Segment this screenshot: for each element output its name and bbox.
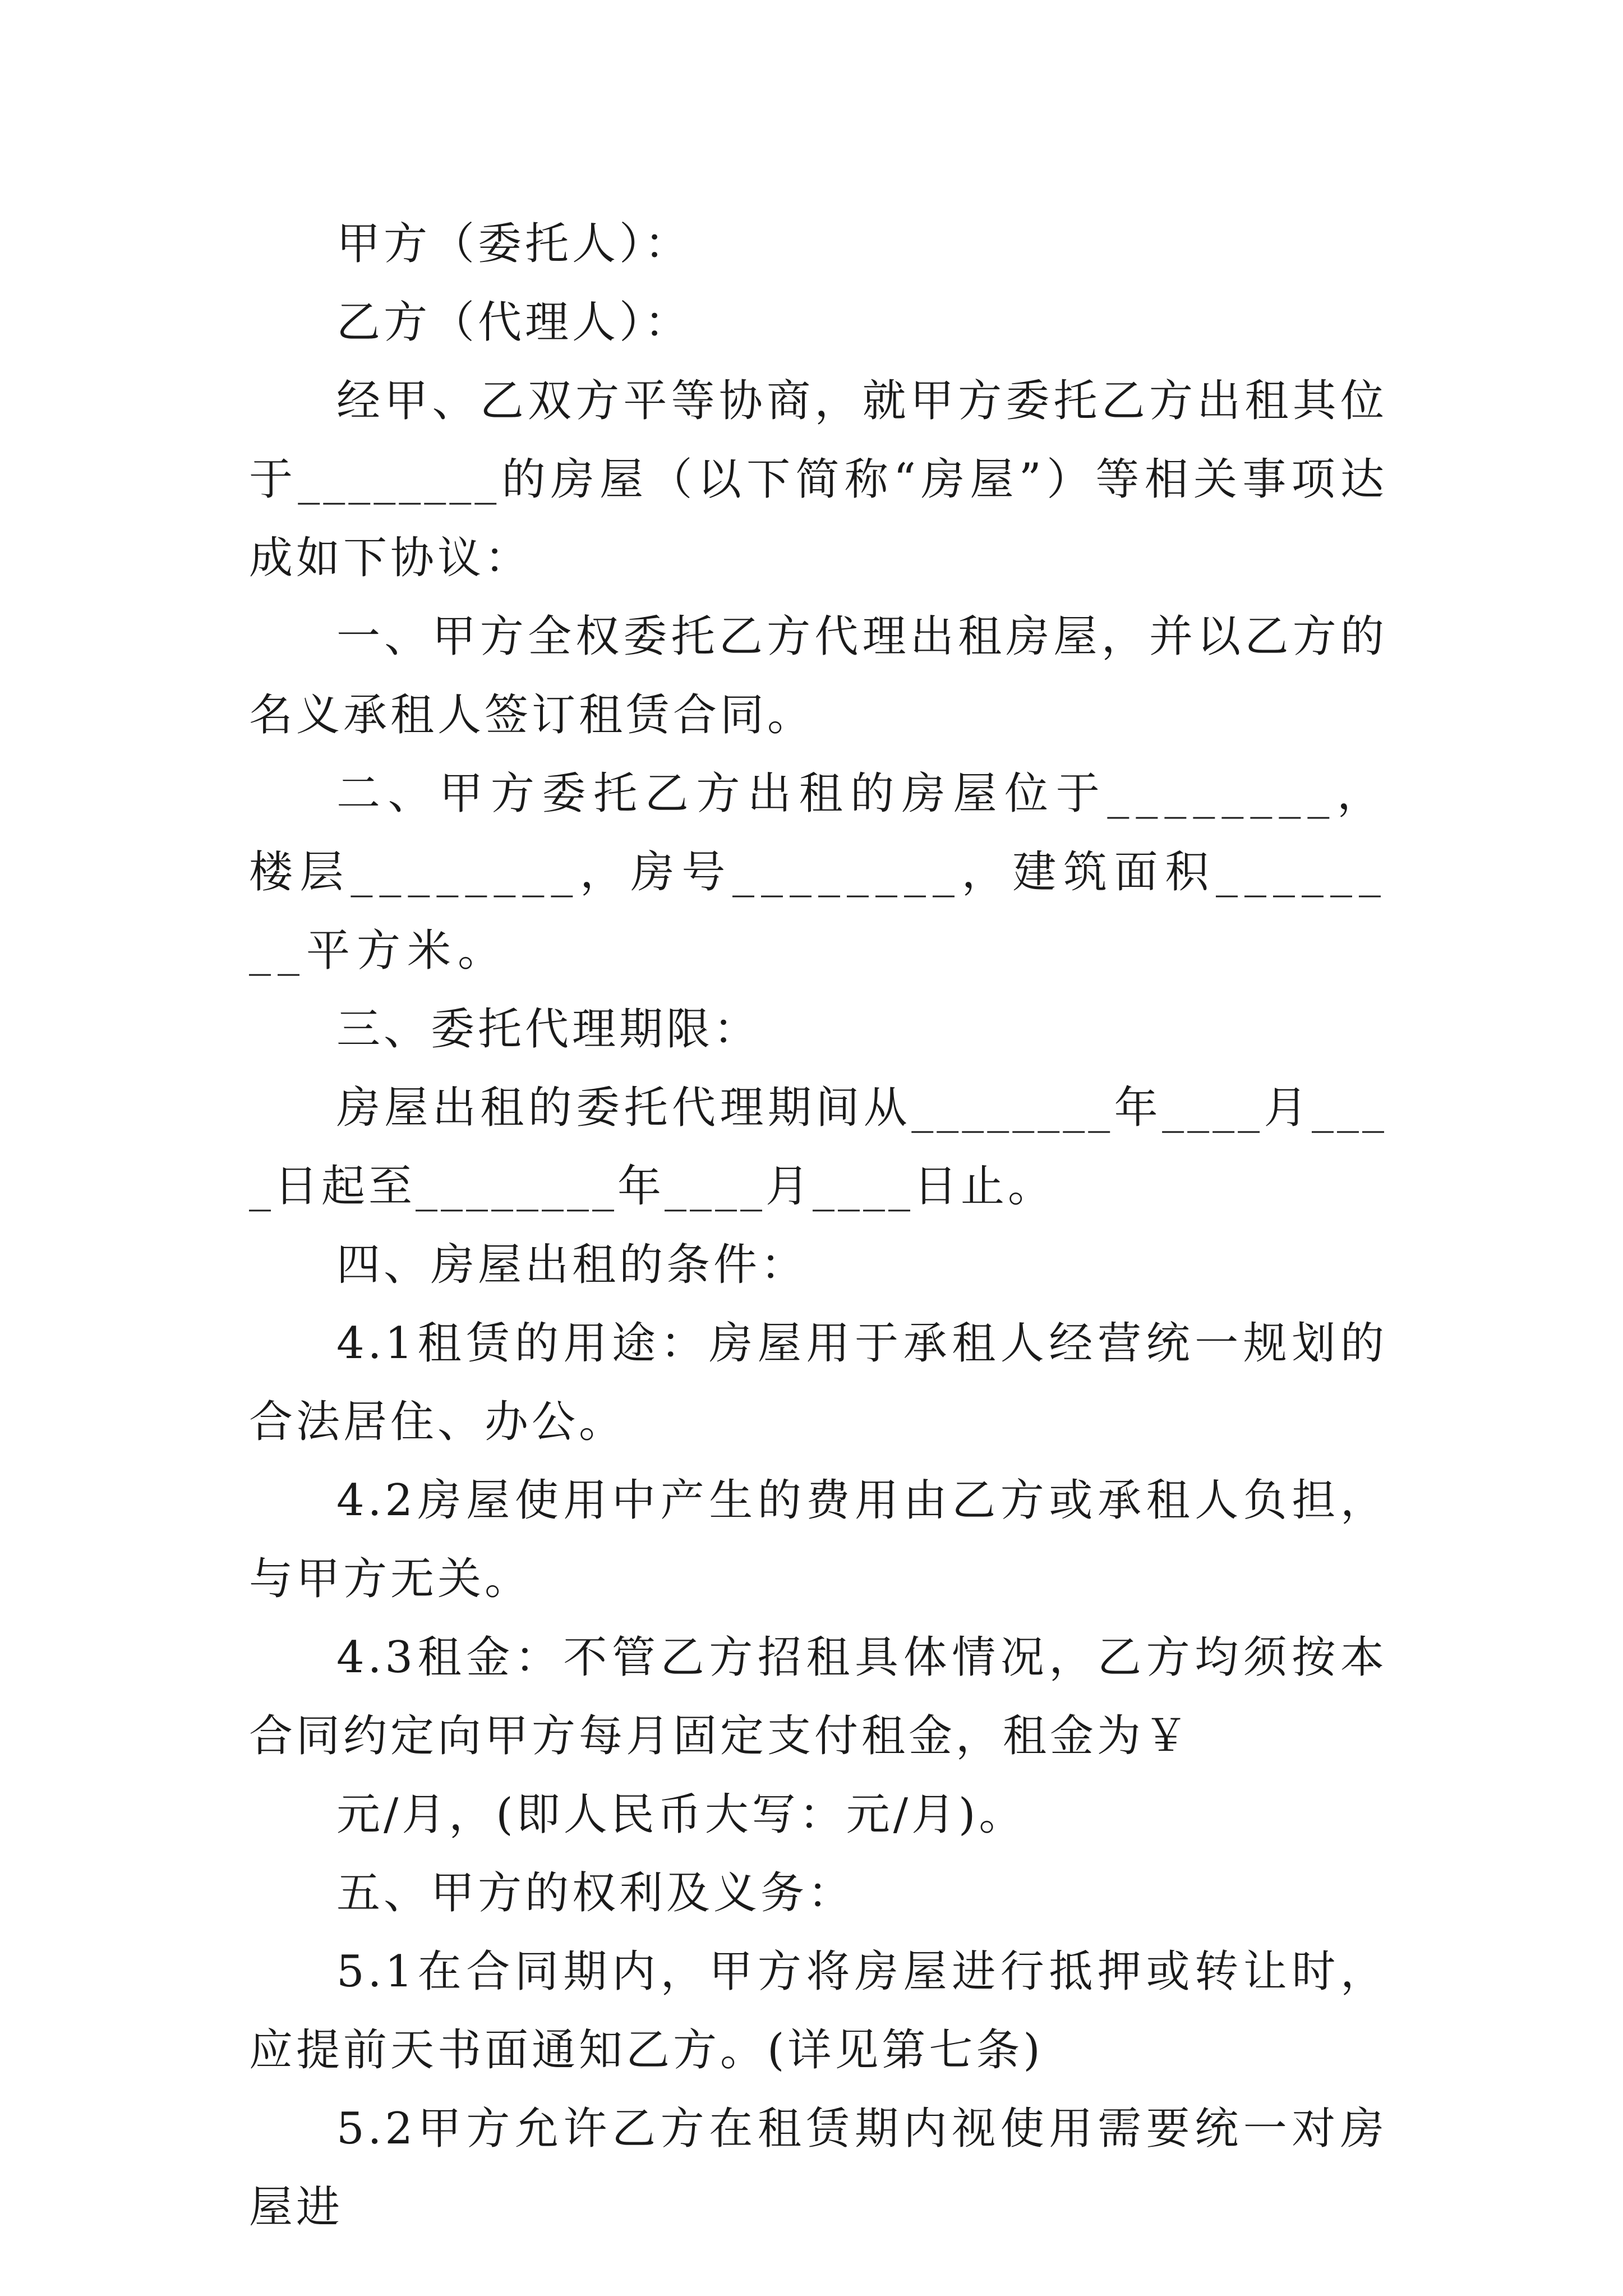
clause-3-heading: 三、委托代理期限： [336, 1004, 761, 1055]
clause-2: 二、甲方委托乙方出租的房屋位于________，楼层________，房号________，建筑面积________平方米。 [249, 769, 1387, 976]
clause-4-heading: 四、房屋出租的条件： [336, 1240, 808, 1290]
clause-4-3-rent-unit: 元/月，(即人民币大写：元/月)。 [336, 1789, 1026, 1840]
document-body [249, 205, 1387, 2247]
clause-5-heading: 五、甲方的权利及义务： [336, 1868, 855, 1918]
party-a-line: 甲方（委托人）： [336, 219, 692, 269]
clause-5-1: 5.1在合同期内，甲方将房屋进行抵押或转让时，应提前天书面通知乙方。(详见第七条) [249, 1947, 1387, 2076]
clause-1: 一、甲方全权委托乙方代理出租房屋，并以乙方的名义承租人签订租赁合同。 [249, 611, 1387, 740]
preamble-paragraph: 经甲、乙双方平等协商，就甲方委托乙方出租其位于________的房屋（以下简称“房屋”）等相关事项达成如下协议： [249, 376, 1387, 583]
party-b-line: 乙方（代理人）： [336, 297, 692, 348]
clause-4-1: 4.1租赁的用途：房屋用于承租人经营统一规划的合法居住、办公。 [249, 1318, 1387, 1447]
clause-4-3: 4.3租金：不管乙方招租具体情况，乙方均须按本合同约定向甲方每月固定支付租金，租金为￥ [249, 1632, 1387, 1761]
clause-3-term: 房屋出租的委托代理期间从________年____月____日起至________年____月____日止。 [249, 1083, 1387, 1212]
clause-4-2: 4.2房屋使用中产生的费用由乙方或承租人负担，与甲方无关。 [249, 1475, 1387, 1604]
clause-5-2: 5.2甲方允许乙方在租赁期内视使用需要统一对房屋进 [249, 2104, 1387, 2233]
